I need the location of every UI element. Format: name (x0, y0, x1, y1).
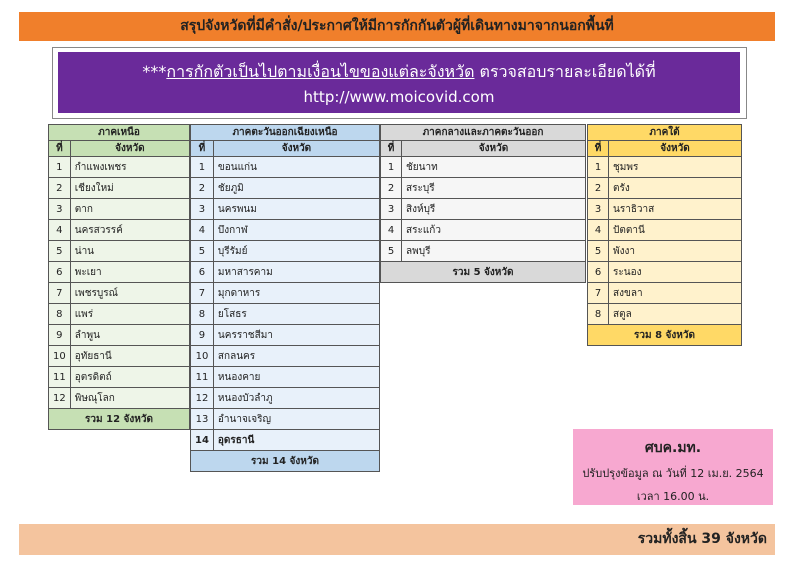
table-row (49, 262, 190, 283)
region-total: รวม 5 จังหวัด (381, 262, 586, 283)
table-row (588, 199, 742, 220)
row-number: 10 (49, 346, 71, 367)
row-number: 7 (588, 283, 609, 304)
table-row (49, 220, 190, 241)
column-header-row (588, 141, 742, 157)
row-number: 11 (49, 367, 71, 388)
table-row (588, 220, 742, 241)
province-name: หนองคาย (213, 367, 379, 388)
province-name: หนองบัวลำภู (213, 388, 379, 409)
table-row (588, 157, 742, 178)
col-province-header: จังหวัด (609, 141, 742, 157)
row-number: 14 (191, 430, 214, 451)
region-table-central-east (380, 124, 586, 283)
table-row (588, 283, 742, 304)
region-table-north (48, 124, 190, 430)
col-no-header: ที่ (49, 141, 71, 157)
region-header-row (588, 125, 742, 141)
province-name: กำแพงเพชร (70, 157, 189, 178)
province-name: มหาสารคาม (213, 262, 379, 283)
column-header-row (49, 141, 190, 157)
province-name: อำนาจเจริญ (213, 409, 379, 430)
table-row (49, 157, 190, 178)
province-name: สระแก้ว (402, 220, 586, 241)
table-row (381, 241, 586, 262)
region-table-northeast (190, 124, 380, 472)
province-name: สิงห์บุรี (402, 199, 586, 220)
region-total: รวม 14 จังหวัด (191, 451, 380, 472)
region-header-row (381, 125, 586, 141)
page-title: สรุปจังหวัดที่มีคำสั่ง/ประกาศให้มีการกักกันตัวผู้ที่เดินทางมาจากนอกพื้นที่ (19, 12, 775, 41)
province-name: ลำพูน (70, 325, 189, 346)
row-number: 3 (49, 199, 71, 220)
province-name: ชัยนาท (402, 157, 586, 178)
row-number: 9 (191, 325, 214, 346)
region-total-row (49, 409, 190, 430)
table-row (381, 220, 586, 241)
row-number: 8 (49, 304, 71, 325)
province-name: อุดรธานี (213, 430, 379, 451)
table-row (49, 325, 190, 346)
row-number: 3 (588, 199, 609, 220)
table-row (49, 304, 190, 325)
row-number: 2 (49, 178, 71, 199)
province-name: บุรีรัมย์ (213, 241, 379, 262)
province-name: แพร่ (70, 304, 189, 325)
row-number: 12 (191, 388, 214, 409)
province-name: บึงกาฬ (213, 220, 379, 241)
province-name: ตรัง (609, 178, 742, 199)
region-total-row (588, 325, 742, 346)
province-name: ชัยภูมิ (213, 178, 379, 199)
row-number: 11 (191, 367, 214, 388)
table-row (588, 178, 742, 199)
row-number: 13 (191, 409, 214, 430)
notice-underlined: การกักตัวเป็นไปตามเงื่อนไขของแต่ละจังหวัด (166, 62, 475, 81)
col-province-header: จังหวัด (402, 141, 586, 157)
province-name: สงขลา (609, 283, 742, 304)
table-row (191, 199, 380, 220)
province-name: ระนอง (609, 262, 742, 283)
table-row (381, 199, 586, 220)
table-row (49, 367, 190, 388)
region-name: ภาคตะวันออกเฉียงเหนือ (191, 125, 380, 141)
region-total: รวม 12 จังหวัด (49, 409, 190, 430)
notice-url[interactable]: http://www.moicovid.com (303, 88, 495, 106)
region-name: ภาคเหนือ (49, 125, 190, 141)
province-name: ปัตตานี (609, 220, 742, 241)
column-header-row (381, 141, 586, 157)
table-row (191, 388, 380, 409)
region-total: รวม 8 จังหวัด (588, 325, 742, 346)
row-number: 9 (49, 325, 71, 346)
row-number: 2 (381, 178, 402, 199)
row-number: 7 (49, 283, 71, 304)
region-total-row (381, 262, 586, 283)
row-number: 4 (49, 220, 71, 241)
province-name: อุตรดิตถ์ (70, 367, 189, 388)
region-header-row (49, 125, 190, 141)
row-number: 5 (191, 241, 214, 262)
row-number: 6 (191, 262, 214, 283)
table-row (191, 367, 380, 388)
table-row (191, 178, 380, 199)
table-row (49, 283, 190, 304)
row-number: 1 (588, 157, 609, 178)
update-time: เวลา 16.00 น. (636, 490, 710, 503)
row-number: 5 (588, 241, 609, 262)
row-number: 1 (381, 157, 402, 178)
table-row (191, 220, 380, 241)
province-name: ขอนแก่น (213, 157, 379, 178)
row-number: 8 (588, 304, 609, 325)
row-number: 1 (49, 157, 71, 178)
province-name: นครราชสีมา (213, 325, 379, 346)
table-row (49, 199, 190, 220)
table-row (191, 283, 380, 304)
row-number: 6 (588, 262, 609, 283)
province-name: มุกดาหาร (213, 283, 379, 304)
row-number: 12 (49, 388, 71, 409)
row-number: 8 (191, 304, 214, 325)
table-row (191, 262, 380, 283)
row-number: 5 (49, 241, 71, 262)
province-name: ลพบุรี (402, 241, 586, 262)
province-name: สตูล (609, 304, 742, 325)
table-row (191, 157, 380, 178)
grand-total: รวมทั้งสิ้น 39 จังหวัด (19, 524, 775, 555)
province-name: อุทัยธานี (70, 346, 189, 367)
table-row (588, 304, 742, 325)
table-row (49, 346, 190, 367)
province-name: เพชรบูรณ์ (70, 283, 189, 304)
table-row (49, 388, 190, 409)
region-total-row (191, 451, 380, 472)
row-number: 7 (191, 283, 214, 304)
table-row (49, 241, 190, 262)
col-no-header: ที่ (381, 141, 402, 157)
table-row (191, 304, 380, 325)
org-name: ศบค.มท. (644, 440, 702, 456)
region-header-row (191, 125, 380, 141)
update-info-box (573, 429, 773, 505)
province-name: เชียงใหม่ (70, 178, 189, 199)
row-number: 4 (588, 220, 609, 241)
province-name: นราธิวาส (609, 199, 742, 220)
update-date: ปรับปรุงข้อมูล ณ วันที่ 12 เม.ย. 2564 (582, 467, 764, 480)
table-row (381, 157, 586, 178)
row-number: 3 (191, 199, 214, 220)
province-name: น่าน (70, 241, 189, 262)
region-name: ภาคใต้ (588, 125, 742, 141)
province-name: พิษณุโลก (70, 388, 189, 409)
province-name: พะเยา (70, 262, 189, 283)
province-name: ยโสธร (213, 304, 379, 325)
province-name: สระบุรี (402, 178, 586, 199)
column-header-row (191, 141, 380, 157)
row-number: 4 (191, 220, 214, 241)
row-number: 2 (191, 178, 214, 199)
table-row (191, 241, 380, 262)
notice-banner (58, 52, 740, 113)
province-name: นครสวรรค์ (70, 220, 189, 241)
row-number: 6 (49, 262, 71, 283)
region-name: ภาคกลางและภาคตะวันออก (381, 125, 586, 141)
row-number: 10 (191, 346, 214, 367)
table-row (191, 325, 380, 346)
table-row (381, 178, 586, 199)
row-number: 4 (381, 220, 402, 241)
notice-rest: ตรวจสอบรายละเอียดได้ที่ (474, 62, 656, 81)
province-name: สกลนคร (213, 346, 379, 367)
row-number: 5 (381, 241, 402, 262)
table-row (49, 178, 190, 199)
region-table-south (587, 124, 742, 346)
province-name: พังงา (609, 241, 742, 262)
province-name: นครพนม (213, 199, 379, 220)
table-row (191, 430, 380, 451)
col-no-header: ที่ (191, 141, 214, 157)
row-number: 1 (191, 157, 214, 178)
province-name: ชุมพร (609, 157, 742, 178)
table-row (588, 262, 742, 283)
table-row (191, 409, 380, 430)
row-number: 3 (381, 199, 402, 220)
province-name: ตาก (70, 199, 189, 220)
row-number: 2 (588, 178, 609, 199)
notice-text (58, 60, 740, 85)
table-row (588, 241, 742, 262)
col-province-header: จังหวัด (213, 141, 379, 157)
table-row (191, 346, 380, 367)
notice-prefix: *** (142, 62, 167, 81)
col-province-header: จังหวัด (70, 141, 189, 157)
col-no-header: ที่ (588, 141, 609, 157)
